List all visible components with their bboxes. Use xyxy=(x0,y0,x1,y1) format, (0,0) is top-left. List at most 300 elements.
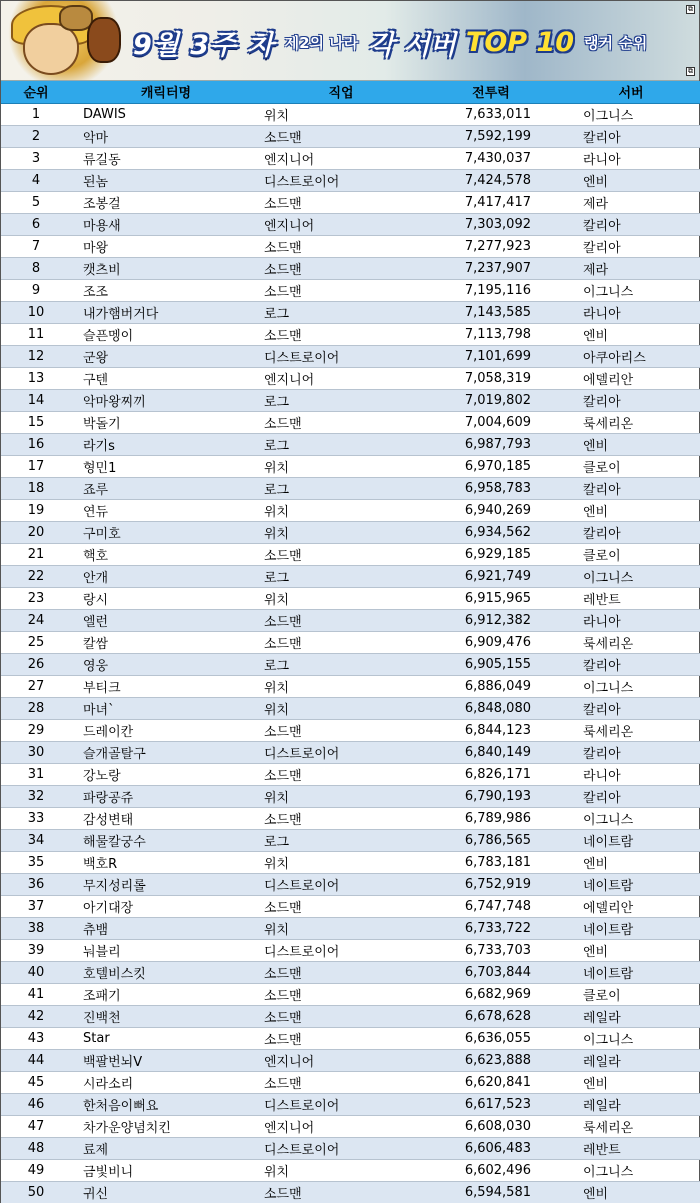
cell-rank: 24 xyxy=(1,609,71,631)
cell-character-name: 악마왕찌끼 xyxy=(71,389,261,411)
cell-rank: 6 xyxy=(1,213,71,235)
cell-combat-power: 7,195,116 xyxy=(421,279,561,301)
table-row xyxy=(1,829,700,851)
title-top10: TOP 10 xyxy=(465,26,575,58)
cell-character-name: 구미호 xyxy=(71,521,261,543)
cell-rank: 38 xyxy=(1,917,71,939)
cell-class: 소드맨 xyxy=(261,1005,421,1027)
cell-character-name: Star xyxy=(71,1027,261,1049)
cell-server: 이그니스 xyxy=(561,675,700,697)
cell-server: 칼리아 xyxy=(561,235,700,257)
cell-server: 이그니스 xyxy=(561,279,700,301)
cell-character-name: 차가운양념치킨 xyxy=(71,1115,261,1137)
cell-character-name: 영웅 xyxy=(71,653,261,675)
cell-server: 에델리안 xyxy=(561,367,700,389)
cell-class: 소드맨 xyxy=(261,763,421,785)
table-row xyxy=(1,389,700,411)
cell-rank: 3 xyxy=(1,147,71,169)
cell-character-name: 드레이칸 xyxy=(71,719,261,741)
cell-character-name: 조봉걸 xyxy=(71,191,261,213)
table-row xyxy=(1,1115,700,1137)
table-row xyxy=(1,565,700,587)
cell-character-name: 안개 xyxy=(71,565,261,587)
cell-character-name: 구텐 xyxy=(71,367,261,389)
cell-class: 소드맨 xyxy=(261,323,421,345)
cell-combat-power: 6,602,496 xyxy=(421,1159,561,1181)
cell-character-name: 호텔비스킷 xyxy=(71,961,261,983)
cell-server: 룩세리온 xyxy=(561,411,700,433)
cell-combat-power: 6,789,986 xyxy=(421,807,561,829)
table-row xyxy=(1,1049,700,1071)
table-row xyxy=(1,1137,700,1159)
cell-server: 칼리아 xyxy=(561,785,700,807)
cell-class: 로그 xyxy=(261,829,421,851)
table-row xyxy=(1,213,700,235)
cell-character-name: 시라소리 xyxy=(71,1071,261,1093)
cell-class: 디스트로이어 xyxy=(261,1137,421,1159)
cell-combat-power: 7,430,037 xyxy=(421,147,561,169)
cell-combat-power: 7,277,923 xyxy=(421,235,561,257)
cell-rank: 21 xyxy=(1,543,71,565)
cell-server: 라니아 xyxy=(561,147,700,169)
cell-character-name: 엘런 xyxy=(71,609,261,631)
title-each-server: 각 서버 xyxy=(368,29,456,61)
cell-character-name: 슬픈멩이 xyxy=(71,323,261,345)
cell-character-name: 금빛비니 xyxy=(71,1159,261,1181)
cell-combat-power: 6,623,888 xyxy=(421,1049,561,1071)
cell-rank: 33 xyxy=(1,807,71,829)
cell-class: 소드맨 xyxy=(261,1027,421,1049)
cell-combat-power: 6,905,155 xyxy=(421,653,561,675)
cell-class: 엔지니어 xyxy=(261,1049,421,1071)
cell-rank: 11 xyxy=(1,323,71,345)
cell-class: 디스트로이어 xyxy=(261,939,421,961)
table-row xyxy=(1,763,700,785)
cell-class: 위치 xyxy=(261,785,421,807)
cell-rank: 15 xyxy=(1,411,71,433)
cell-combat-power: 6,915,965 xyxy=(421,587,561,609)
cell-combat-power: 6,608,030 xyxy=(421,1115,561,1137)
cell-combat-power: 6,940,269 xyxy=(421,499,561,521)
restore-icon[interactable]: ⧉ xyxy=(688,5,693,13)
cell-rank: 50 xyxy=(1,1181,71,1203)
cell-character-name: 조패기 xyxy=(71,983,261,1005)
cell-rank: 31 xyxy=(1,763,71,785)
table-row xyxy=(1,521,700,543)
cell-class: 디스트로이어 xyxy=(261,873,421,895)
cell-class: 디스트로이어 xyxy=(261,741,421,763)
table-row xyxy=(1,697,700,719)
cell-class: 위치 xyxy=(261,455,421,477)
cell-class: 소드맨 xyxy=(261,609,421,631)
cell-rank: 41 xyxy=(1,983,71,1005)
cell-combat-power: 6,921,749 xyxy=(421,565,561,587)
table-row xyxy=(1,675,700,697)
cell-rank: 43 xyxy=(1,1027,71,1049)
cell-class: 소드맨 xyxy=(261,961,421,983)
ranking-table xyxy=(1,81,700,1203)
cell-class: 위치 xyxy=(261,675,421,697)
table-row xyxy=(1,1027,700,1049)
cell-server: 클로이 xyxy=(561,983,700,1005)
cell-class: 디스트로이어 xyxy=(261,1093,421,1115)
cell-server: 엔비 xyxy=(561,1181,700,1203)
table-row xyxy=(1,477,700,499)
cell-combat-power: 6,987,793 xyxy=(421,433,561,455)
cell-server: 레일라 xyxy=(561,1093,700,1115)
cell-server: 칼리아 xyxy=(561,521,700,543)
banner-title xyxy=(133,19,673,65)
cell-rank: 1 xyxy=(1,103,71,125)
cell-combat-power: 6,844,123 xyxy=(421,719,561,741)
title-ranking: 랭커 순위 xyxy=(584,33,648,52)
table-row xyxy=(1,961,700,983)
cell-server: 칼리아 xyxy=(561,125,700,147)
cell-rank: 4 xyxy=(1,169,71,191)
cell-class: 소드맨 xyxy=(261,1181,421,1203)
cell-combat-power: 6,934,562 xyxy=(421,521,561,543)
cell-server: 제라 xyxy=(561,257,700,279)
cell-character-name: 캣츠비 xyxy=(71,257,261,279)
table-row xyxy=(1,873,700,895)
cell-combat-power: 6,752,919 xyxy=(421,873,561,895)
cell-combat-power: 6,703,844 xyxy=(421,961,561,983)
cell-rank: 32 xyxy=(1,785,71,807)
cell-server: 칼리아 xyxy=(561,697,700,719)
cell-character-name: 감성변태 xyxy=(71,807,261,829)
cell-server: 이그니스 xyxy=(561,1159,700,1181)
cell-class: 로그 xyxy=(261,389,421,411)
cell-combat-power: 6,682,969 xyxy=(421,983,561,1005)
cell-class: 엔지니어 xyxy=(261,1115,421,1137)
cell-rank: 7 xyxy=(1,235,71,257)
cell-rank: 8 xyxy=(1,257,71,279)
cell-rank: 49 xyxy=(1,1159,71,1181)
cell-character-name: 류길동 xyxy=(71,147,261,169)
cell-combat-power: 7,633,011 xyxy=(421,103,561,125)
cell-combat-power: 6,912,382 xyxy=(421,609,561,631)
cell-server: 라니아 xyxy=(561,609,700,631)
cell-server: 클로이 xyxy=(561,455,700,477)
cell-class: 소드맨 xyxy=(261,631,421,653)
cell-class: 소드맨 xyxy=(261,719,421,741)
cell-server: 엔비 xyxy=(561,323,700,345)
cell-class: 소드맨 xyxy=(261,807,421,829)
restore-icon[interactable]: ⧉ xyxy=(688,67,693,75)
cell-server: 이그니스 xyxy=(561,1027,700,1049)
title-game: 제2의 나라 xyxy=(284,33,359,52)
cell-character-name: 아기대장 xyxy=(71,895,261,917)
cell-character-name: 핵호 xyxy=(71,543,261,565)
cell-rank: 39 xyxy=(1,939,71,961)
cell-rank: 47 xyxy=(1,1115,71,1137)
table-row xyxy=(1,1005,700,1027)
cell-character-name: 무지성리롤 xyxy=(71,873,261,895)
table-row xyxy=(1,719,700,741)
cell-server: 레반트 xyxy=(561,1137,700,1159)
cell-rank: 17 xyxy=(1,455,71,477)
cell-server: 라니아 xyxy=(561,763,700,785)
header-rank: 순위 xyxy=(1,81,71,103)
cell-combat-power: 7,058,319 xyxy=(421,367,561,389)
cell-server: 네이트람 xyxy=(561,829,700,851)
cell-class: 로그 xyxy=(261,565,421,587)
cell-character-name: 진백천 xyxy=(71,1005,261,1027)
cell-class: 소드맨 xyxy=(261,983,421,1005)
cell-class: 소드맨 xyxy=(261,895,421,917)
cell-character-name: 연듀 xyxy=(71,499,261,521)
cell-rank: 20 xyxy=(1,521,71,543)
table-row xyxy=(1,653,700,675)
cell-character-name: 눠블리 xyxy=(71,939,261,961)
cell-combat-power: 6,678,628 xyxy=(421,1005,561,1027)
cell-combat-power: 6,733,722 xyxy=(421,917,561,939)
cell-character-name: 마왕 xyxy=(71,235,261,257)
cell-server: 아쿠아리스 xyxy=(561,345,700,367)
cell-class: 엔지니어 xyxy=(261,367,421,389)
table-row xyxy=(1,257,700,279)
header-character-name: 캐릭터명 xyxy=(71,81,261,103)
cell-class: 위치 xyxy=(261,521,421,543)
cell-character-name: 료제 xyxy=(71,1137,261,1159)
cell-character-name: 백팔번뇌V xyxy=(71,1049,261,1071)
cell-server: 레일라 xyxy=(561,1005,700,1027)
cell-class: 소드맨 xyxy=(261,411,421,433)
cell-rank: 44 xyxy=(1,1049,71,1071)
cell-character-name: 형민1 xyxy=(71,455,261,477)
cell-server: 네이트람 xyxy=(561,873,700,895)
table-row xyxy=(1,103,700,125)
cell-combat-power: 6,747,748 xyxy=(421,895,561,917)
table-row xyxy=(1,785,700,807)
cell-character-name: 츄뱀 xyxy=(71,917,261,939)
cell-rank: 16 xyxy=(1,433,71,455)
table-row xyxy=(1,631,700,653)
cell-rank: 48 xyxy=(1,1137,71,1159)
cell-server: 룩세리온 xyxy=(561,631,700,653)
table-row xyxy=(1,741,700,763)
cell-combat-power: 7,004,609 xyxy=(421,411,561,433)
cell-server: 이그니스 xyxy=(561,565,700,587)
cell-combat-power: 6,636,055 xyxy=(421,1027,561,1049)
cell-rank: 34 xyxy=(1,829,71,851)
cell-server: 룩세리온 xyxy=(561,719,700,741)
cell-class: 위치 xyxy=(261,1159,421,1181)
table-row xyxy=(1,345,700,367)
cell-character-name: 된놈 xyxy=(71,169,261,191)
cell-server: 칼리아 xyxy=(561,653,700,675)
table-header-row xyxy=(1,81,700,103)
cell-class: 소드맨 xyxy=(261,191,421,213)
cell-character-name: 라기s xyxy=(71,433,261,455)
cell-character-name: 백호R xyxy=(71,851,261,873)
cell-server: 칼리아 xyxy=(561,389,700,411)
cell-combat-power: 7,303,092 xyxy=(421,213,561,235)
table-row xyxy=(1,609,700,631)
cell-combat-power: 6,970,185 xyxy=(421,455,561,477)
header-combat-power: 전투력 xyxy=(421,81,561,103)
table-row xyxy=(1,367,700,389)
table-row xyxy=(1,851,700,873)
table-row xyxy=(1,983,700,1005)
cell-class: 로그 xyxy=(261,301,421,323)
cell-server: 레일라 xyxy=(561,1049,700,1071)
cell-server: 엔비 xyxy=(561,499,700,521)
cell-combat-power: 6,826,171 xyxy=(421,763,561,785)
table-row xyxy=(1,169,700,191)
cell-rank: 27 xyxy=(1,675,71,697)
cell-class: 로그 xyxy=(261,653,421,675)
cell-combat-power: 6,848,080 xyxy=(421,697,561,719)
cell-combat-power: 6,594,581 xyxy=(421,1181,561,1203)
table-row xyxy=(1,125,700,147)
cell-character-name: 박돌기 xyxy=(71,411,261,433)
cell-rank: 19 xyxy=(1,499,71,521)
cell-server: 라니아 xyxy=(561,301,700,323)
title-banner xyxy=(1,1,699,81)
cell-combat-power: 7,019,802 xyxy=(421,389,561,411)
cell-combat-power: 7,417,417 xyxy=(421,191,561,213)
cell-character-name: 마용새 xyxy=(71,213,261,235)
header-class: 직업 xyxy=(261,81,421,103)
cell-server: 칼리아 xyxy=(561,741,700,763)
table-row xyxy=(1,807,700,829)
cell-combat-power: 6,783,181 xyxy=(421,851,561,873)
cell-character-name: 슬개골탈구 xyxy=(71,741,261,763)
table-row xyxy=(1,1071,700,1093)
cell-rank: 46 xyxy=(1,1093,71,1115)
table-row xyxy=(1,147,700,169)
cell-server: 엔비 xyxy=(561,433,700,455)
cell-combat-power: 6,790,193 xyxy=(421,785,561,807)
cell-server: 엔비 xyxy=(561,169,700,191)
cell-combat-power: 6,958,783 xyxy=(421,477,561,499)
cell-character-name: 파랑공쥬 xyxy=(71,785,261,807)
table-row xyxy=(1,917,700,939)
cell-character-name: 한처음이뻐요 xyxy=(71,1093,261,1115)
cell-class: 소드맨 xyxy=(261,279,421,301)
cell-rank: 13 xyxy=(1,367,71,389)
cell-rank: 2 xyxy=(1,125,71,147)
cell-character-name: 군왕 xyxy=(71,345,261,367)
cell-combat-power: 6,909,476 xyxy=(421,631,561,653)
mascot-glove xyxy=(87,17,121,63)
cell-server: 엔비 xyxy=(561,1071,700,1093)
cell-character-name: 죠루 xyxy=(71,477,261,499)
cell-character-name: 마녀` xyxy=(71,697,261,719)
cell-class: 엔지니어 xyxy=(261,213,421,235)
table-row xyxy=(1,191,700,213)
cell-server: 네이트람 xyxy=(561,917,700,939)
cell-character-name: 랑시 xyxy=(71,587,261,609)
cell-class: 로그 xyxy=(261,433,421,455)
header-server: 서버 xyxy=(561,81,700,103)
cell-rank: 9 xyxy=(1,279,71,301)
cell-rank: 42 xyxy=(1,1005,71,1027)
cell-server: 제라 xyxy=(561,191,700,213)
cell-rank: 12 xyxy=(1,345,71,367)
cell-character-name: 악마 xyxy=(71,125,261,147)
cell-character-name: DAWIS xyxy=(71,103,261,125)
table-row xyxy=(1,499,700,521)
cell-character-name: 조조 xyxy=(71,279,261,301)
cell-server: 칼리아 xyxy=(561,477,700,499)
cell-server: 엔비 xyxy=(561,939,700,961)
table-row xyxy=(1,411,700,433)
table-row xyxy=(1,587,700,609)
cell-combat-power: 7,237,907 xyxy=(421,257,561,279)
cell-combat-power: 6,733,703 xyxy=(421,939,561,961)
cell-server: 이그니스 xyxy=(561,103,700,125)
cell-rank: 5 xyxy=(1,191,71,213)
cell-rank: 10 xyxy=(1,301,71,323)
cell-class: 위치 xyxy=(261,851,421,873)
table-row xyxy=(1,235,700,257)
cell-combat-power: 6,929,185 xyxy=(421,543,561,565)
cell-character-name: 강노랑 xyxy=(71,763,261,785)
cell-rank: 25 xyxy=(1,631,71,653)
cell-class: 위치 xyxy=(261,587,421,609)
title-week: 9월 3주 차 xyxy=(133,29,275,61)
cell-character-name: 해물칼궁수 xyxy=(71,829,261,851)
cell-rank: 37 xyxy=(1,895,71,917)
cell-combat-power: 6,617,523 xyxy=(421,1093,561,1115)
cell-class: 소드맨 xyxy=(261,257,421,279)
cell-combat-power: 6,840,149 xyxy=(421,741,561,763)
cell-server: 네이트람 xyxy=(561,961,700,983)
cell-class: 로그 xyxy=(261,477,421,499)
cell-rank: 29 xyxy=(1,719,71,741)
table-row xyxy=(1,543,700,565)
cell-rank: 23 xyxy=(1,587,71,609)
table-row xyxy=(1,895,700,917)
cell-class: 엔지니어 xyxy=(261,147,421,169)
cell-combat-power: 6,606,483 xyxy=(421,1137,561,1159)
cell-rank: 40 xyxy=(1,961,71,983)
cell-rank: 30 xyxy=(1,741,71,763)
table-row xyxy=(1,455,700,477)
cell-combat-power: 7,143,585 xyxy=(421,301,561,323)
cell-class: 소드맨 xyxy=(261,125,421,147)
cell-character-name: 칼쌈 xyxy=(71,631,261,653)
cell-rank: 35 xyxy=(1,851,71,873)
cell-rank: 45 xyxy=(1,1071,71,1093)
cell-class: 소드맨 xyxy=(261,1071,421,1093)
cell-class: 위치 xyxy=(261,697,421,719)
cell-server: 엔비 xyxy=(561,851,700,873)
cell-class: 소드맨 xyxy=(261,543,421,565)
cell-rank: 18 xyxy=(1,477,71,499)
cell-class: 소드맨 xyxy=(261,235,421,257)
cell-combat-power: 6,620,841 xyxy=(421,1071,561,1093)
cell-combat-power: 7,101,699 xyxy=(421,345,561,367)
table-row xyxy=(1,1093,700,1115)
table-row xyxy=(1,323,700,345)
cell-class: 위치 xyxy=(261,917,421,939)
cell-class: 디스트로이어 xyxy=(261,345,421,367)
cell-server: 레반트 xyxy=(561,587,700,609)
cell-rank: 28 xyxy=(1,697,71,719)
cell-character-name: 부티크 xyxy=(71,675,261,697)
cell-character-name: 내가햄버거다 xyxy=(71,301,261,323)
cell-class: 위치 xyxy=(261,499,421,521)
table-row xyxy=(1,1181,700,1203)
table-row xyxy=(1,279,700,301)
cell-server: 에델리안 xyxy=(561,895,700,917)
cell-class: 디스트로이어 xyxy=(261,169,421,191)
cell-character-name: 귀신 xyxy=(71,1181,261,1203)
cell-server: 룩세리온 xyxy=(561,1115,700,1137)
